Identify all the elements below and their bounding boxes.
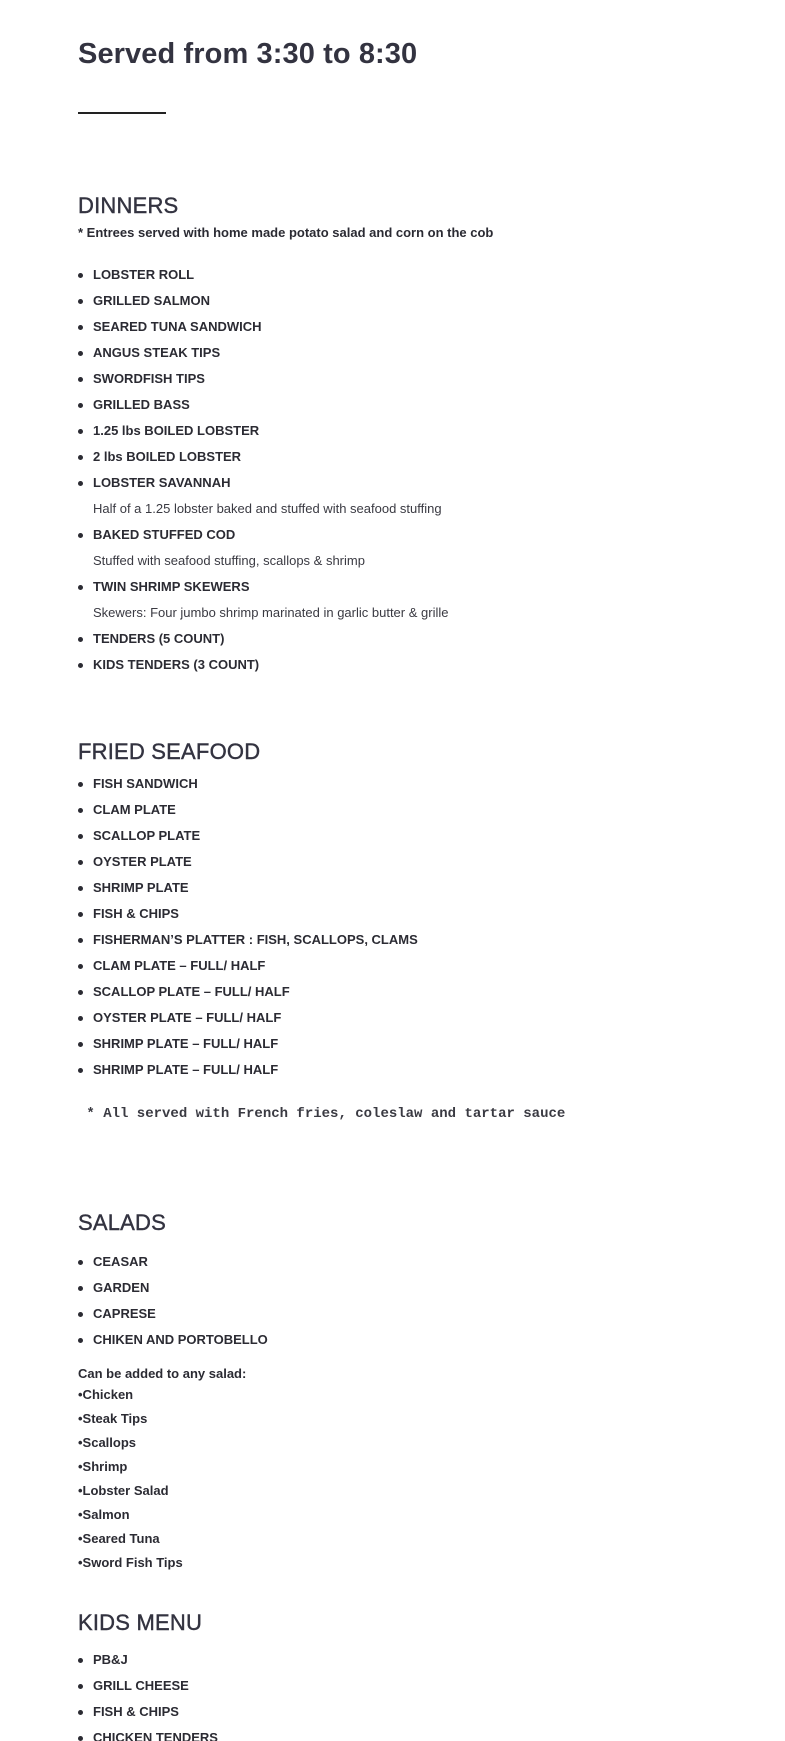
salad-addon-item: •Salmon — [78, 1507, 130, 1522]
menu-item — [78, 875, 758, 901]
dinners-heading: DINNERS — [78, 193, 179, 218]
menu-item — [78, 1275, 758, 1301]
bullet-icon — [78, 403, 83, 408]
page-title: Served from 3:30 to 8:30 — [78, 38, 418, 70]
menu-item-label: BAKED STUFFED COD — [93, 527, 236, 542]
menu-item-label: SHRIMP PLATE – FULL/ HALF — [93, 1062, 279, 1077]
menu-item — [78, 392, 758, 418]
menu-item-label: ANGUS STEAK TIPS — [93, 345, 221, 360]
menu-item — [78, 823, 758, 849]
fried-seafood-heading: FRIED SEAFOOD — [78, 739, 261, 764]
menu-item-description-text: Half of a 1.25 lobster baked and stuffed with seafood stuffing — [93, 501, 442, 516]
bullet-icon — [78, 938, 83, 943]
bullet-icon — [78, 1736, 83, 1741]
menu-item — [78, 1327, 758, 1353]
bullet-icon — [78, 860, 83, 865]
fried-seafood-note: * All served with French fries, coleslaw and tartar sauce — [78, 1106, 566, 1122]
salads-list — [78, 1249, 758, 1353]
menu-item-label: TWIN SHRIMP SKEWERS — [93, 579, 250, 594]
bullet-icon — [78, 1338, 83, 1343]
fried-seafood-list — [78, 771, 758, 1083]
menu-item-label: SHRIMP PLATE — [93, 880, 189, 895]
menu-item — [78, 418, 758, 444]
bullet-icon — [78, 637, 83, 642]
menu-item — [78, 626, 758, 652]
menu-item-label: 2 lbs BOILED LOBSTER — [93, 449, 242, 464]
kids-menu-list — [78, 1647, 758, 1741]
salad-addon-item: •Steak Tips — [78, 1411, 148, 1426]
menu-item-label: CEASAR — [93, 1254, 148, 1269]
bullet-icon — [78, 1710, 83, 1715]
bullet-icon — [78, 782, 83, 787]
menu-item — [78, 288, 758, 314]
menu-item-label: CAPRESE — [93, 1306, 156, 1321]
menu-item — [78, 1725, 758, 1741]
menu-item-label: FISH & CHIPS — [93, 906, 179, 921]
menu-item — [78, 927, 758, 953]
menu-item-label: CHIKEN AND PORTOBELLO — [93, 1332, 268, 1347]
bullet-icon — [78, 455, 83, 460]
menu-item — [78, 953, 758, 979]
bullet-icon — [78, 1658, 83, 1663]
menu-item — [78, 262, 758, 288]
bullet-icon — [78, 808, 83, 813]
bullet-icon — [78, 429, 83, 434]
menu-item — [78, 901, 758, 927]
menu-item-description-text: Stuffed with seafood stuffing, scallops & shrimp — [93, 553, 365, 568]
menu-item — [78, 1057, 758, 1083]
bullet-icon — [78, 1068, 83, 1073]
bullet-icon — [78, 912, 83, 917]
menu-item-label: CLAM PLATE — [93, 802, 176, 817]
menu-item-label: 1.25 lbs BOILED LOBSTER — [93, 423, 260, 438]
menu-item-label: LOBSTER SAVANNAH — [93, 475, 231, 490]
salad-addon-item: •Shrimp — [78, 1459, 128, 1474]
menu-item-label: TENDERS (5 COUNT) — [93, 631, 225, 646]
bullet-icon — [78, 533, 83, 538]
bullet-icon — [78, 325, 83, 330]
menu-item-label: SWORDFISH TIPS — [93, 371, 205, 386]
menu-item — [78, 1699, 758, 1725]
menu-item — [78, 444, 758, 470]
salad-addon-item: •Scallops — [78, 1435, 137, 1450]
menu-item-label: GRILLED SALMON — [93, 293, 210, 308]
bullet-icon — [78, 886, 83, 891]
menu-item-label: GARDEN — [93, 1280, 150, 1295]
menu-item-label: SCALLOP PLATE — [93, 828, 201, 843]
menu-item-label: CLAM PLATE – FULL/ HALF — [93, 958, 266, 973]
menu-item-label: SCALLOP PLATE – FULL/ HALF — [93, 984, 290, 999]
salads-section — [78, 1210, 758, 1575]
bullet-icon — [78, 990, 83, 995]
menu-item — [78, 1647, 758, 1673]
menu-item-label: OYSTER PLATE – FULL/ HALF — [93, 1010, 282, 1025]
menu-item-label: GRILLED BASS — [93, 397, 190, 412]
menu-item — [78, 522, 758, 548]
menu-item — [78, 652, 758, 678]
menu-item — [78, 470, 758, 496]
bullet-icon — [78, 1260, 83, 1265]
bullet-icon — [78, 1286, 83, 1291]
menu-item — [78, 1673, 758, 1699]
salad-addons-title: Can be added to any salad: — [78, 1366, 247, 1381]
bullet-icon — [78, 663, 83, 668]
bullet-icon — [78, 377, 83, 382]
menu-item — [78, 849, 758, 875]
bullet-icon — [78, 273, 83, 278]
menu-item-label: LOBSTER ROLL — [93, 267, 195, 282]
dinners-list — [78, 262, 758, 678]
bullet-icon — [78, 1042, 83, 1047]
kids-menu-section — [78, 1610, 758, 1741]
menu-item — [78, 771, 758, 797]
menu-item-label: CHICKEN TENDERS — [93, 1730, 218, 1741]
menu-item-label: GRILL CHEESE — [93, 1678, 189, 1693]
bullet-icon — [78, 585, 83, 590]
menu-item-description-text: Skewers: Four jumbo shrimp marinated in garlic butter & grille — [93, 605, 449, 620]
dinners-section — [78, 193, 758, 678]
bullet-icon — [78, 964, 83, 969]
bullet-icon — [78, 834, 83, 839]
menu-item-label: FISH & CHIPS — [93, 1704, 179, 1719]
kids-menu-heading: KIDS MENU — [78, 1610, 203, 1635]
salad-addon-item: •Seared Tuna — [78, 1531, 160, 1546]
bullet-icon — [78, 299, 83, 304]
menu-item — [78, 574, 758, 600]
menu-item — [78, 979, 758, 1005]
salad-addon-item: •Chicken — [78, 1387, 134, 1402]
menu-item-description — [78, 496, 758, 522]
salad-addon-item: •Lobster Salad — [78, 1483, 169, 1498]
bullet-icon — [78, 481, 83, 486]
menu-item — [78, 314, 758, 340]
menu-item-label: SHRIMP PLATE – FULL/ HALF — [93, 1036, 279, 1051]
bullet-icon — [78, 1016, 83, 1021]
menu-item — [78, 797, 758, 823]
menu-item — [78, 1005, 758, 1031]
title-divider — [78, 112, 166, 114]
menu-item-description — [78, 600, 758, 626]
menu-item-label: KIDS TENDERS (3 COUNT) — [93, 657, 260, 672]
menu-item-description — [78, 548, 758, 574]
menu-item-label: FISHERMAN’S PLATTER : FISH, SCALLOPS, CLAMS — [93, 932, 418, 947]
menu-item-label: PB&J — [93, 1652, 128, 1667]
menu-item — [78, 1031, 758, 1057]
menu-item — [78, 340, 758, 366]
menu-item-label: OYSTER PLATE — [93, 854, 192, 869]
bullet-icon — [78, 1684, 83, 1689]
bullet-icon — [78, 1312, 83, 1317]
menu-item — [78, 1249, 758, 1275]
salad-addons-list — [78, 1383, 758, 1575]
menu-item-label: SEARED TUNA SANDWICH — [93, 319, 262, 334]
menu-item — [78, 366, 758, 392]
menu-item-label: FISH SANDWICH — [93, 776, 198, 791]
dinners-note: * Entrees served with home made potato salad and corn on the cob — [78, 225, 494, 240]
fried-seafood-section — [78, 739, 758, 1122]
salads-heading: SALADS — [78, 1210, 167, 1235]
bullet-icon — [78, 351, 83, 356]
salad-addon-item: •Sword Fish Tips — [78, 1555, 183, 1570]
menu-item — [78, 1301, 758, 1327]
